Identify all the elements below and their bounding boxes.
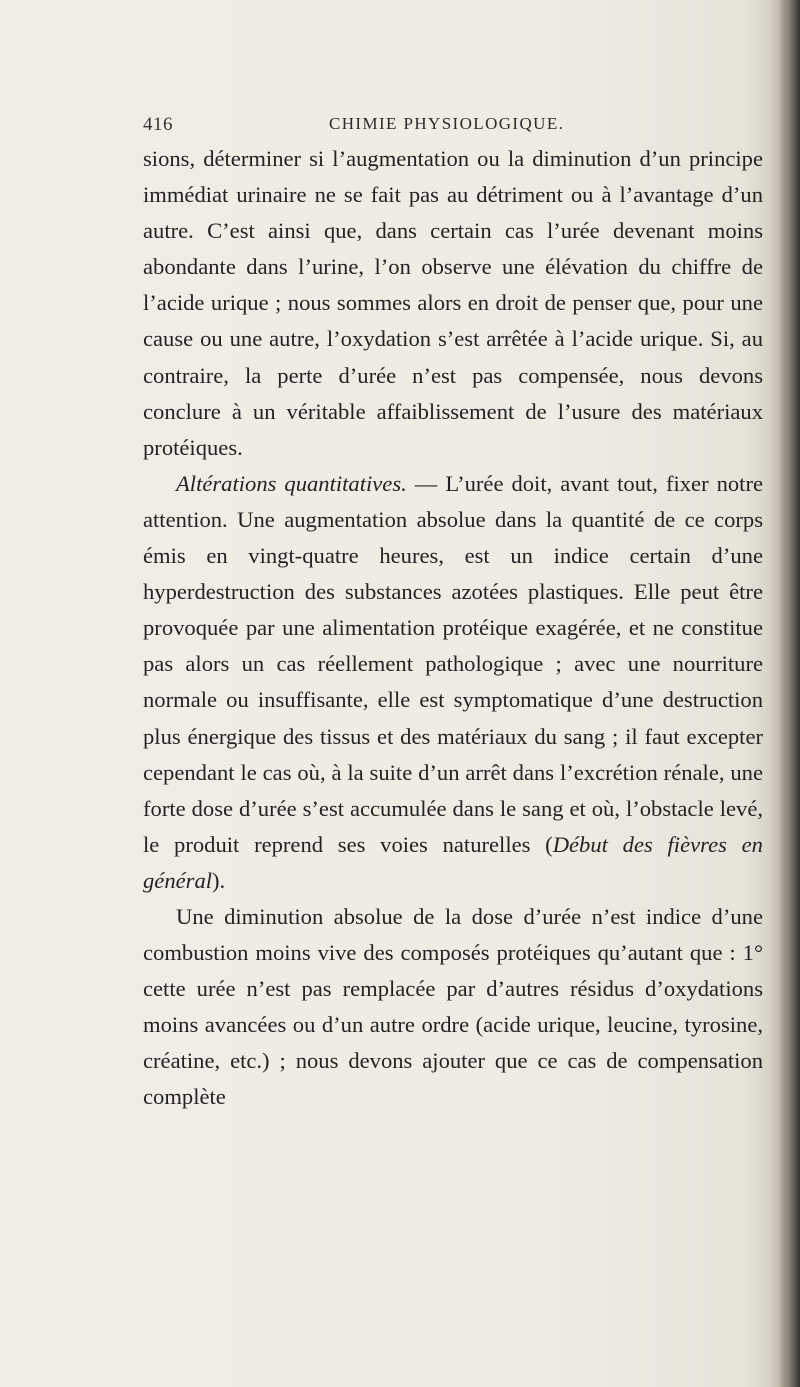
section-heading-alterations: Altérations quantitatives.: [176, 470, 407, 496]
paragraph-1: sions, déterminer si l’augmentation ou la diminution d’un principe immédiat urinaire ne se fait pas au détriment ou à l’avantage d’un autre. C’est ainsi que, dans certain cas l’urée devenant moins abondante dans l’urine, l’on observe une élévation du chiffre de l’acide urique ; nous sommes alors en droit de penser que, pour une cause ou une autre, l’oxydation s’est arrêtée à l’acide urique. Si, au contraire, la perte d’urée n’est pas compensée, nous devons conclure à un véritable affaiblissement de l’usure des matériaux protéiques.: [143, 146, 763, 460]
page-edge-shadow: [778, 0, 800, 1387]
cross-reference: Début des fièvres en général: [143, 831, 763, 893]
paragraph-3: Une diminution absolue de la dose d’urée n’est indice d’une combustion moins vive des composés protéiques qu’autant que : 1° cette urée n’est pas remplacée par d’autres résidus d’oxydations moins avancées ou d’un autre ordre (acide urique, leucine, tyrosine, créatine, etc.) ; nous devons ajouter que ce cas de compensation complète: [143, 903, 763, 1110]
running-title: CHIMIE PHYSIOLOGIQUE.: [329, 114, 565, 133]
page-header: [143, 114, 763, 142]
page-number: 416: [143, 114, 173, 135]
paragraph-2-end: ).: [212, 867, 226, 893]
paragraph-2: [143, 466, 763, 899]
paragraph-2-text: — L’urée doit, avant tout, fixer notre attention. Une augmentation absolue dans la quantité de ce corps émis en vingt-quatre heures, est un indice certain d’une hyperdestruction des substances azotées plastiques. Elle peut être provoquée par une alimentation protéique exagérée, et ne constitue pas alors un cas réellement pathologique ; avec une nourriture normale ou insuffisante, elle est symptomatique d’une destruction plus énergique des tissus et des matériaux du sang ; il faut excepter cependant le cas où, à la suite d’un arrêt dans l’excrétion rénale, une forte dose d’urée s’est accumulée dans le sang et où, l’obstacle levé, le produit reprend ses voies naturelles (: [143, 470, 764, 857]
text-body: [143, 141, 763, 1116]
